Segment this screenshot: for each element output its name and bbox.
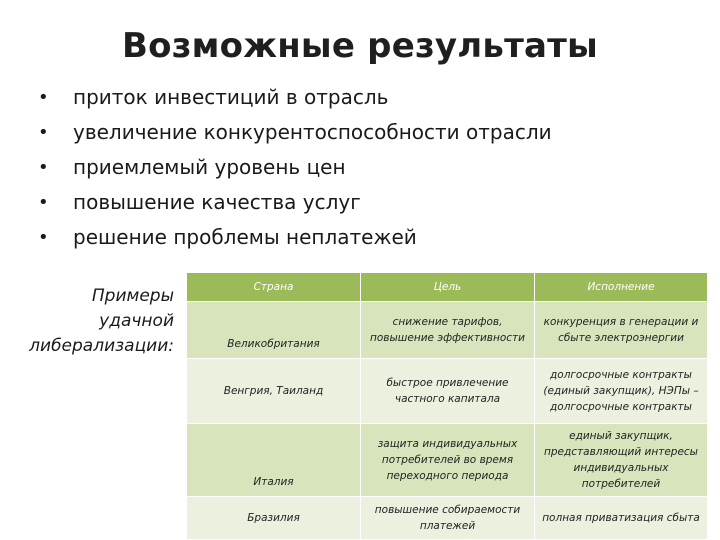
list-item-text: решение проблемы неплатежей [73, 225, 417, 249]
examples-label-line: Примеры [91, 286, 174, 306]
table-header-row [187, 273, 708, 302]
cell-execution: конкуренция в генерации и сбыте электроэнергии [535, 302, 708, 359]
list-item [36, 185, 552, 220]
results-list [36, 80, 552, 255]
slide-title: Возможные результаты [122, 26, 598, 66]
examples-label [26, 284, 174, 359]
cell-country: Италия [187, 424, 361, 497]
examples-label-line: либерализации: [29, 336, 174, 356]
cell-execution: единый закупщик, представляющий интересы индивидуальных потребителей [535, 424, 708, 497]
cell-execution: полная приватизация сбыта [535, 497, 708, 540]
list-item-text: приемлемый уровень цен [73, 155, 346, 179]
cell-goal: быстрое привлечение частного капитала [361, 359, 535, 424]
table-row [187, 302, 708, 359]
bullet-icon: • [38, 87, 49, 108]
list-item [36, 150, 552, 185]
list-item-text: увеличение конкурентоспособности отрасли [73, 120, 552, 144]
header-country: Страна [187, 273, 361, 302]
examples-label-line: удачной [99, 311, 174, 331]
cell-execution: долгосрочные контракты (единый закупщик), НЭПы – долгосрочные контракты [535, 359, 708, 424]
cell-goal: снижение тарифов, повышение эффективности [361, 302, 535, 359]
list-item [36, 115, 552, 150]
cell-country: Великобритания [187, 302, 361, 359]
bullet-icon: • [38, 227, 49, 248]
cell-goal: повышение собираемости платежей [361, 497, 535, 540]
list-item [36, 220, 552, 255]
list-item-text: приток инвестиций в отрасль [73, 85, 389, 109]
bullet-icon: • [38, 192, 49, 213]
list-item [36, 80, 552, 115]
cell-goal: защита индивидуальных потребителей во время переходного периода [361, 424, 535, 497]
header-execution: Исполнение [535, 273, 708, 302]
list-item-text: повышение качества услуг [73, 190, 361, 214]
bullet-icon: • [38, 157, 49, 178]
bullet-icon: • [38, 122, 49, 143]
table-row [187, 424, 708, 497]
table-row [187, 359, 708, 424]
liberalization-table [186, 272, 708, 540]
header-goal: Цель [361, 273, 535, 302]
table-row [187, 497, 708, 540]
cell-country: Венгрия, Таиланд [187, 359, 361, 424]
cell-country: Бразилия [187, 497, 361, 540]
